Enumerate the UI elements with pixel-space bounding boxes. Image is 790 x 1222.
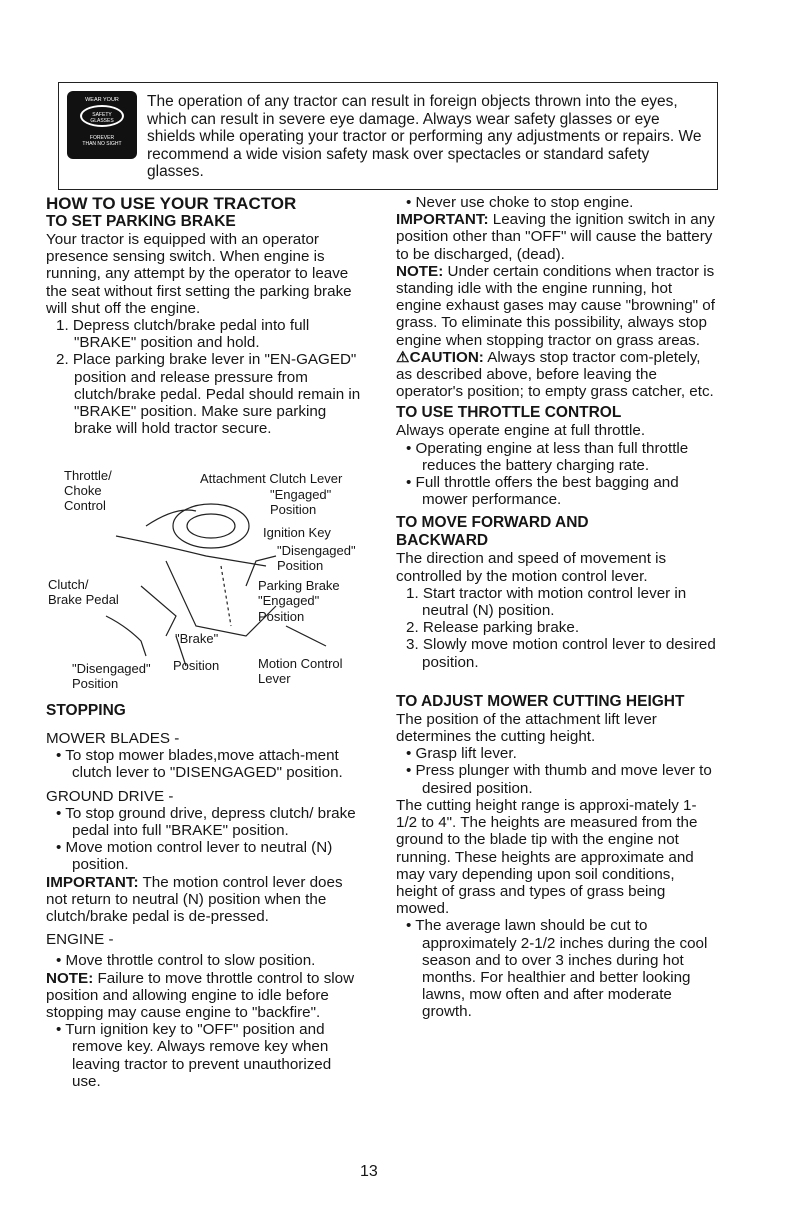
- tractor-controls-diagram: [46, 466, 386, 696]
- label-brake-position: Position: [173, 658, 220, 673]
- parking-brake-heading: TO SET PARKING BRAKE: [46, 213, 236, 230]
- parking-intro: Your tractor is equipped with an operator presence sensing switch. When engine is running, any attempt by the operator to leave the seat without first setting the parking brake will shut off the engine.: [46, 231, 352, 317]
- move-step-3: 3. Slowly move motion control lever to desired position.: [406, 636, 716, 671]
- throttle-bullet-1: • Operating engine at less than full throttle reduces the battery charging rate.: [406, 439, 689, 474]
- caution-label: CAUTION:: [409, 348, 484, 366]
- label-parking-brake-3: Position: [258, 609, 305, 624]
- right-important-label: IMPORTANT:: [396, 211, 489, 229]
- caution-text: Always stop tractor com-pletely, as described above, before leaving the operator's position; to empty grass catcher, etc.: [396, 348, 714, 401]
- caution-icon: ⚠: [396, 348, 410, 366]
- ground-heading: GROUND DRIVE -: [46, 787, 174, 805]
- left-column-bottom: [46, 702, 364, 1090]
- note-text: Failure to move throttle control to slow position and allowing engine to idle before stopping may cause engine to "backfire".: [46, 969, 355, 1022]
- label-disengaged-bottom-1: "Disengaged": [72, 661, 151, 676]
- label-parking-brake-2: "Engaged": [258, 593, 320, 608]
- label-attachment-3: Position: [270, 502, 317, 517]
- page-number: 13: [360, 1163, 378, 1180]
- right-column: [396, 194, 716, 1021]
- note-label: NOTE:: [46, 969, 94, 987]
- move-intro: The direction and speed of movement is controlled by the motion control lever.: [396, 550, 667, 585]
- icon-label-top: WEAR YOUR: [85, 97, 119, 103]
- choke-bullet: • Never use choke to stop engine.: [406, 194, 634, 211]
- height-bullet-1: • Grasp lift lever.: [406, 745, 517, 763]
- label-throttle-3: Control: [64, 498, 106, 513]
- move-heading-1: TO MOVE FORWARD AND: [396, 514, 589, 532]
- right-important: [396, 211, 716, 263]
- label-attachment-2: "Engaged": [270, 487, 332, 502]
- label-disengaged-2: Position: [277, 558, 324, 573]
- blades-bullet-1: • To stop mower blades,move attach-ment clutch lever to "DISENGAGED" position.: [56, 747, 343, 782]
- label-brake: "Brake": [175, 631, 219, 646]
- label-motion-control-1: Motion Control: [258, 656, 343, 671]
- engine-bullet-1: • Move throttle control to slow position.: [56, 952, 316, 970]
- icon-label-mid: SAFETY GLASSES: [90, 112, 114, 124]
- label-motion-control-2: Lever: [258, 671, 291, 686]
- icon-label-bottom: [71, 135, 133, 147]
- label-throttle-2: Choke: [64, 483, 102, 498]
- important-text: The motion control lever does not return to neutral (N) position when the clutch/brake pedal is de-pressed.: [46, 873, 343, 926]
- throttle-bullet-2: • Full throttle offers the best bagging and mower performance.: [406, 474, 679, 509]
- right-note-label: NOTE:: [396, 262, 444, 280]
- section-heading: HOW TO USE YOUR TRACTOR: [46, 194, 297, 213]
- stopping-important: [46, 874, 364, 926]
- move-step-1: 1. Start tractor with motion control lever in neutral (N) position.: [406, 584, 687, 620]
- diagram-labels: [48, 468, 356, 691]
- label-clutch-1: Clutch/: [48, 577, 89, 592]
- ground-bullet-1: • To stop ground drive, depress clutch/ brake pedal into full "BRAKE" position.: [56, 804, 356, 840]
- caution-paragraph: [396, 349, 716, 401]
- height-heading: TO ADJUST MOWER CUTTING HEIGHT: [396, 692, 685, 710]
- safety-warning-box: [58, 82, 718, 190]
- right-note: [396, 263, 716, 349]
- parking-step-2: 2. Place parking brake lever in "EN-GAGED" position and release pressure from clutch/brake pedal. Pedal should remain in "BRAKE" position. Make sure parking brake will hold tractor secure.: [56, 351, 361, 438]
- label-attachment-1: Attachment Clutch Lever: [200, 471, 343, 486]
- height-intro: The position of the attachment lift lever determines the cutting height.: [396, 710, 657, 746]
- icon-label-bottom-1: FOREVER: [89, 135, 115, 141]
- throttle-heading: TO USE THROTTLE CONTROL: [396, 404, 622, 422]
- move-step-2: 2. Release parking brake.: [406, 619, 580, 637]
- label-clutch-2: Brake Pedal: [48, 592, 119, 607]
- icon-label-bottom-2: THAN NO SIGHT: [82, 141, 122, 147]
- ground-bullet-2: • Move motion control lever to neutral (N) position.: [56, 839, 333, 874]
- engine-bullet-2: • Turn ignition key to "OFF" position and remove key. Always remove key when leaving tractor to prevent unauthorized use.: [56, 1021, 332, 1090]
- label-disengaged-1: "Disengaged": [277, 543, 356, 558]
- right-important-text: Leaving the ignition switch in any position other than "OFF" will cause the battery to be discharged, (dead).: [396, 211, 715, 263]
- label-ignition-key: Ignition Key: [263, 525, 331, 540]
- warning-text: The operation of any tractor can result in foreign objects thrown into the eyes, which can result in severe eye damage. Always wear safety glasses or eye shields while operating your tractor or performing any adjustments or repairs. We recommend a wide vision safety mask over spectacles or standard safety glasses.: [147, 93, 702, 180]
- move-heading-2: BACKWARD: [396, 532, 489, 550]
- height-bullet-2: • Press plunger with thumb and move lever to desired position.: [406, 762, 712, 797]
- blades-heading: MOWER BLADES -: [46, 730, 180, 747]
- engine-heading: ENGINE -: [46, 931, 114, 949]
- important-label: IMPORTANT:: [46, 873, 139, 891]
- height-paragraph: The cutting height range is approxi-mately 1-1/2 to 4". The heights are measured from the ground to the blade tip with the engine not running. These heights are approximate and may vary depending upon soil conditions, height of grass and types of grass being mowed.: [396, 796, 698, 918]
- label-disengaged-bottom-2: Position: [72, 676, 119, 691]
- label-parking-brake-1: Parking Brake: [258, 578, 340, 593]
- engine-note: [46, 970, 364, 1022]
- throttle-intro: Always operate engine at full throttle.: [396, 422, 646, 440]
- right-note-text: Under certain conditions when tractor is standing idle with the engine running, hot engine exhaust gases may cause "browning" of grass. To eliminate this possibility, always stop engine when stopping tractor on grass areas.: [396, 262, 715, 349]
- parking-step-1: 1. Depress clutch/brake pedal into full "BRAKE" position and hold.: [56, 317, 310, 352]
- height-bullet-3: • The average lawn should be cut to approximately 2-1/2 inches during the cool season and to over 3 inches during hot months. For healthier and better looking lawns, mow often and after moderate growth.: [406, 917, 708, 1021]
- label-throttle-1: Throttle/: [64, 468, 112, 483]
- left-column-top: [46, 194, 368, 437]
- stopping-heading: STOPPING: [46, 702, 126, 719]
- safety-glasses-icon: [67, 91, 137, 159]
